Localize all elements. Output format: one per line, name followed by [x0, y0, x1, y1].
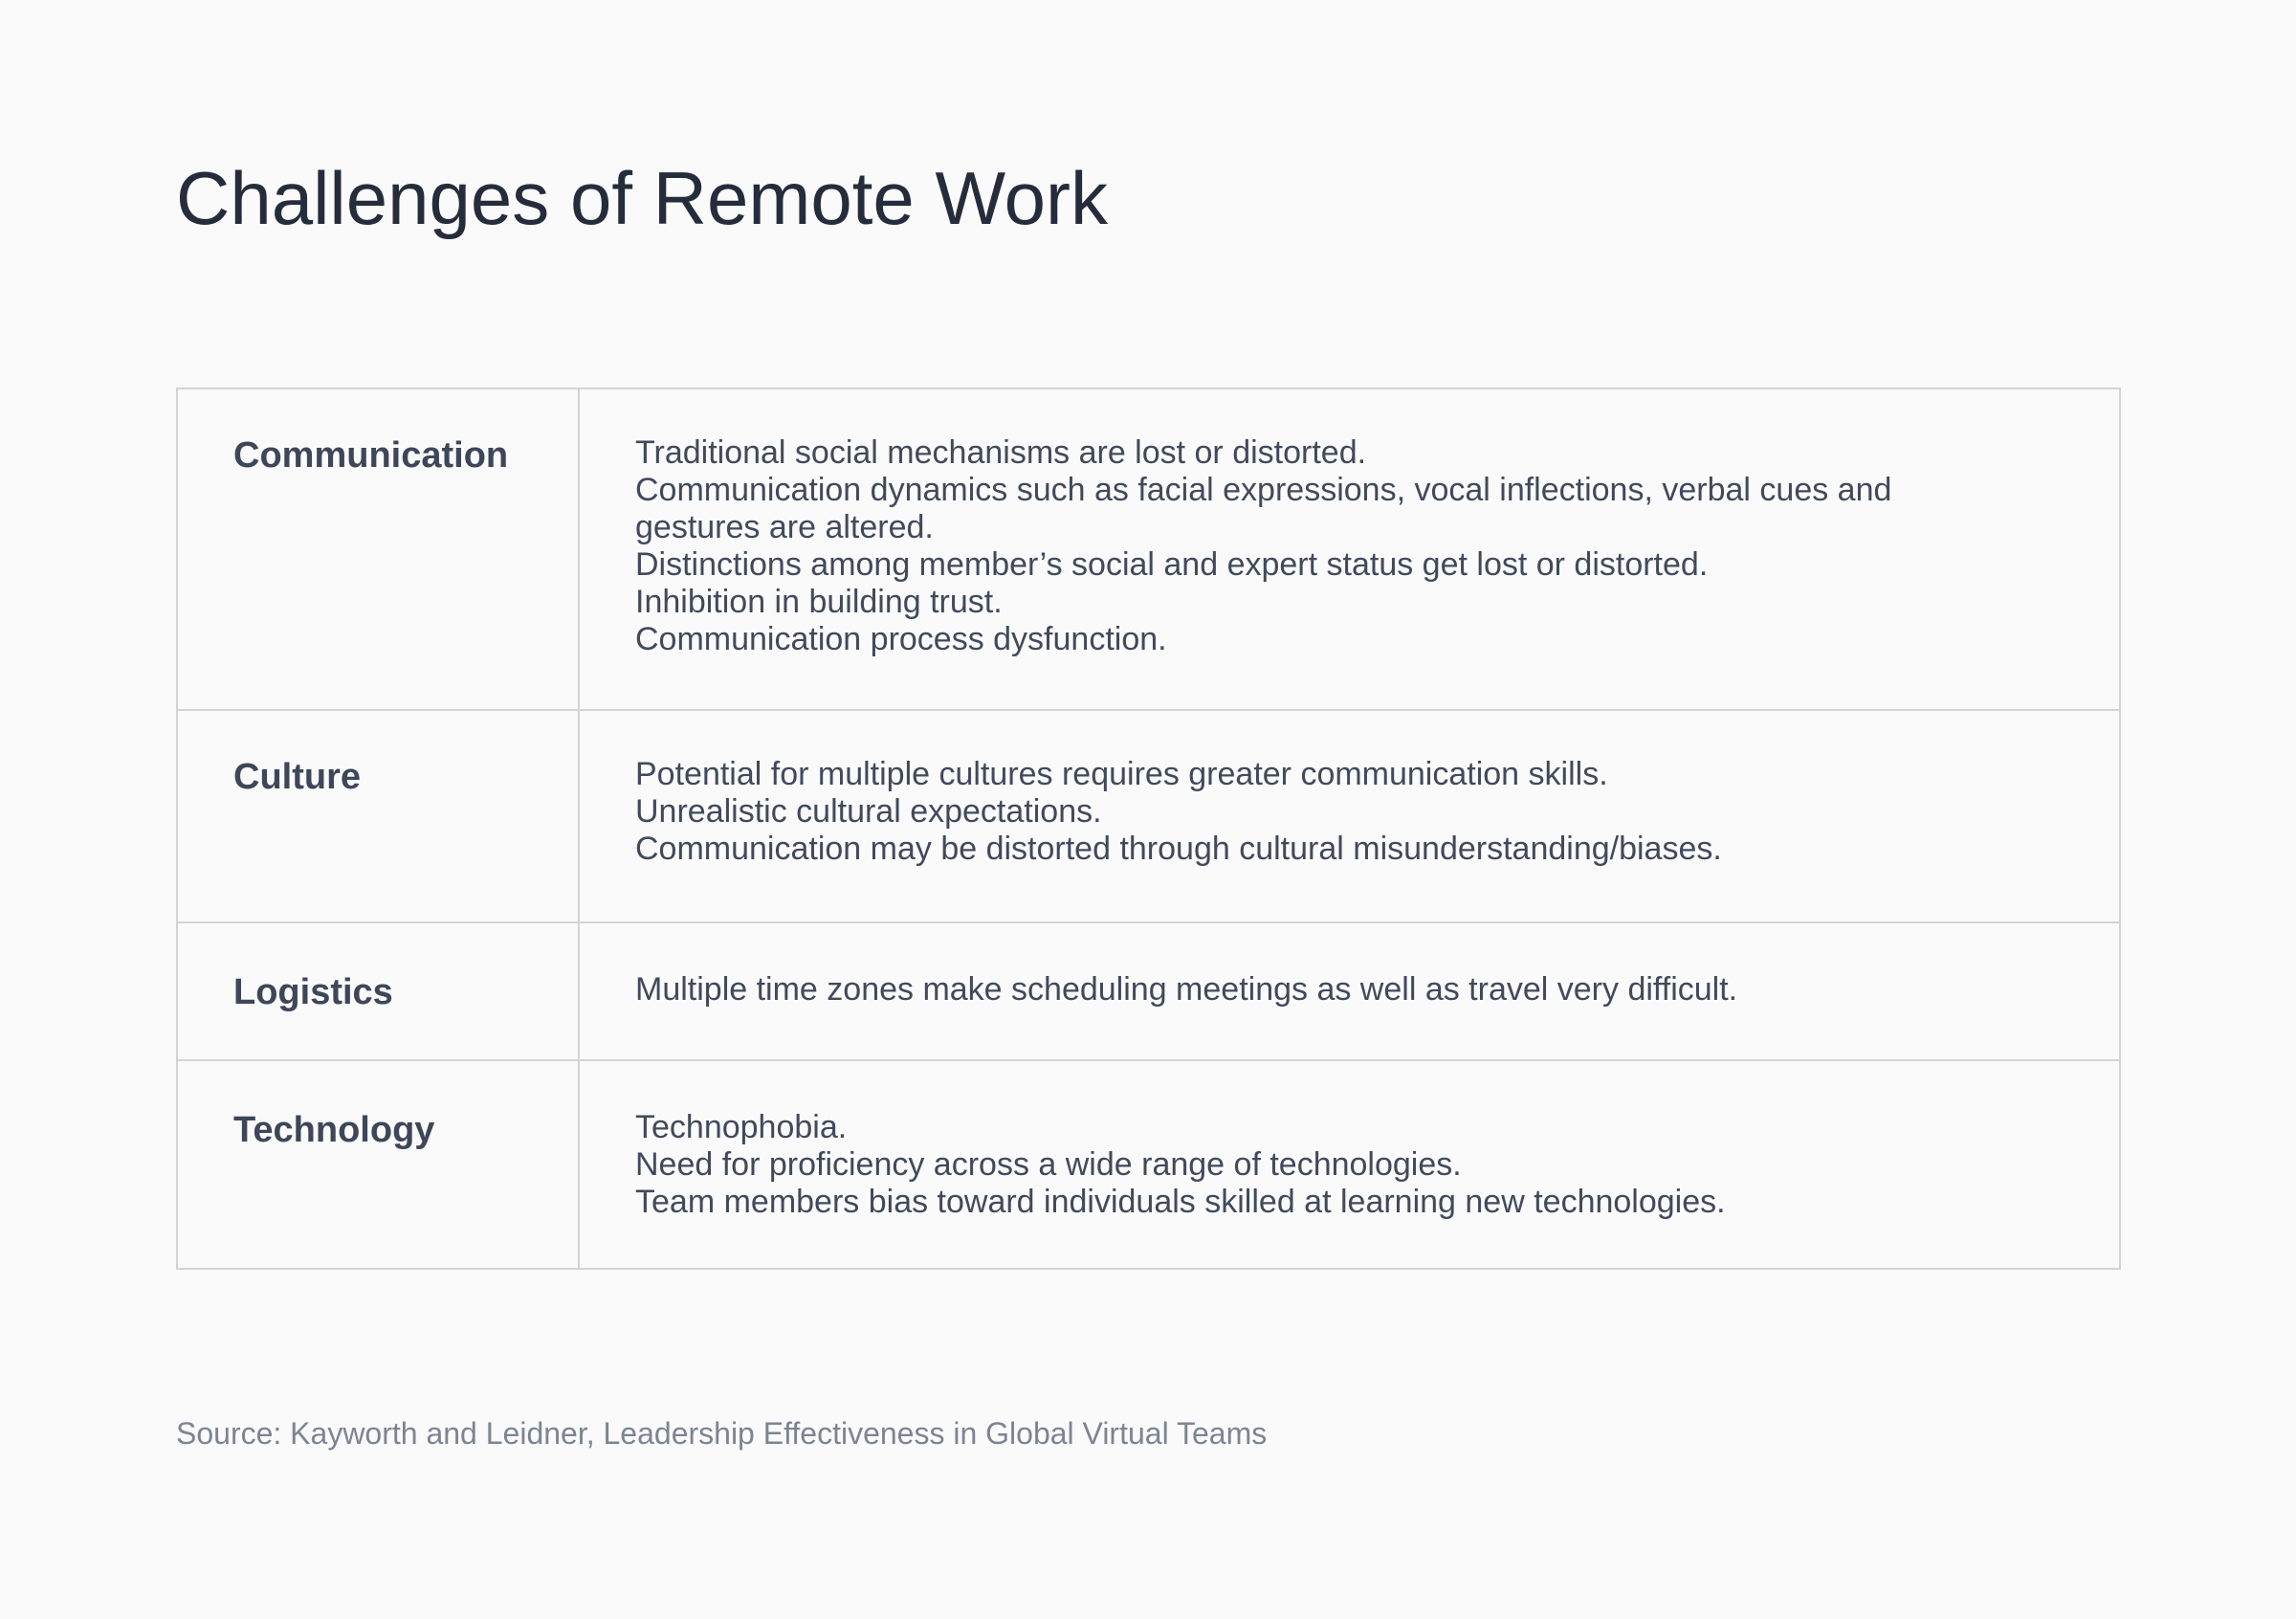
category-cell [177, 388, 579, 710]
category-cell [177, 710, 579, 922]
detail-cell [579, 388, 2120, 710]
detail-line: Communication dynamics such as facial expressions, vocal inflections, verbal cues and [635, 472, 1892, 508]
detail-line: Distinctions among member’s social and expert status get lost or distorted. [635, 546, 1709, 583]
detail-line: Technophobia. [635, 1109, 848, 1145]
detail-cell [579, 1060, 2120, 1269]
detail-cell [579, 922, 2120, 1060]
table-row-culture [177, 710, 2120, 922]
detail-line: Unrealistic cultural expectations. [635, 793, 1102, 830]
detail-line: Multiple time zones make scheduling meetings as well as travel very difficult. [635, 971, 1738, 1008]
detail-line: Team members bias toward individuals skilled at learning new technologies. [635, 1184, 1726, 1220]
category-cell [177, 1060, 579, 1269]
detail-cell [579, 710, 2120, 922]
detail-line: gestures are altered. [635, 509, 934, 545]
detail-line: Traditional social mechanisms are lost or distorted. [635, 434, 1367, 471]
detail-line: Communication process dysfunction. [635, 621, 1167, 657]
detail-line: Communication may be distorted through cultural misunderstanding/biases. [635, 831, 1722, 867]
category-cell [177, 922, 579, 1060]
category-label-logistics: Logistics [233, 972, 393, 1012]
table-row-logistics [177, 922, 2120, 1060]
category-label-technology: Technology [233, 1110, 435, 1150]
source-note: Source: Kayworth and Leidner, Leadership Effectiveness in Global Virtual Teams [176, 1416, 1268, 1451]
detail-line: Inhibition in building trust. [635, 584, 1003, 620]
page-title: Challenges of Remote Work [176, 156, 1109, 240]
table-row-technology [177, 1060, 2120, 1269]
detail-line: Potential for multiple cultures requires greater communication skills. [635, 756, 1608, 792]
challenges-table [176, 388, 2121, 1270]
category-label-communication: Communication [233, 435, 509, 476]
table-row-communication [177, 388, 2120, 710]
detail-line: Need for proficiency across a wide range of technologies. [635, 1146, 1462, 1183]
category-label-culture: Culture [233, 757, 361, 797]
